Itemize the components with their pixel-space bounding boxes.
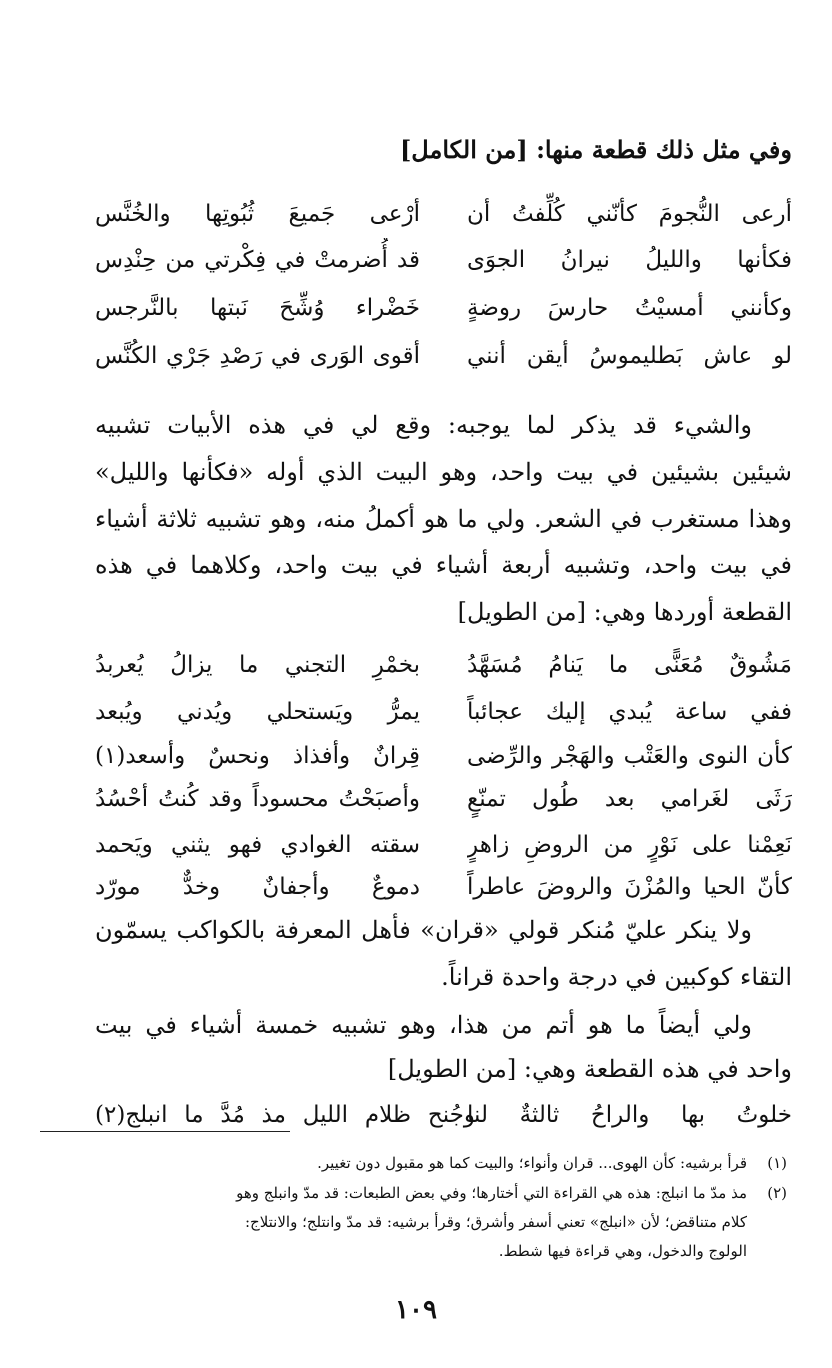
- verse-left-hemistich: وجُنح ظلام الليل مذ مُدَّ ما انبلج(٢): [95, 1102, 475, 1128]
- paragraph-line: ولي أيضاً ما هو أتم من هذا، وهو تشبيه خمسة أشياء في بيت: [95, 1011, 752, 1039]
- footnote-line: الولوج والدخول، وهي قراءة فيها شطط.: [498, 1242, 747, 1260]
- verse-right-hemistich: فكأنها والليلُ نيرانُ الجوَى: [467, 247, 792, 273]
- verse-line: [95, 865, 792, 909]
- paragraph-line: وهذا مستغرب في الشعر. ولي ما هو أكملُ منه، وهو تشبيه ثلاثة أشياء: [95, 505, 792, 533]
- page-number: ١٠٩: [395, 1295, 437, 1325]
- footnote-number: (٢): [767, 1184, 787, 1202]
- footnote-line: [95, 1180, 787, 1207]
- verse-line: [95, 286, 792, 330]
- verse-line: [95, 777, 792, 821]
- verse-left-hemistich: دموعٌ وأجفانٌ وخدٌّ مورّد: [95, 874, 420, 900]
- verse-right-hemistich: ففي ساعة يُبدي إليك عجائباً: [467, 699, 792, 725]
- verse-left-hemistich: يمرُّ ويَستحلي ويُدني ويُبعد: [95, 699, 420, 725]
- footnote-number: (١): [767, 1154, 787, 1172]
- footnote-line: كلام متناقض؛ لأن «انبلج» تعني أسفر وأشرق؛ وقرأ برشيه: قد مدّ وانتلج؛ والانتلاج:: [244, 1213, 747, 1231]
- verse-right-hemistich: أرعى النُّجومَ كأنّني كُلِّفتُ أن: [467, 201, 792, 227]
- verse-line: [95, 238, 792, 282]
- verse-line: [95, 334, 792, 378]
- intro-line: وفي مثل ذلك قطعة منها: [من الكامل]: [399, 135, 792, 164]
- verse-left-hemistich: بخمْرِ التجني ما يزالُ يُعربدُ: [95, 652, 420, 678]
- verse-line: [95, 734, 792, 778]
- paragraph-line: والشيء قد يذكر لما يوجبه: وقع لي في هذه الأبيات تشبيه: [95, 411, 752, 439]
- verse-left-hemistich: أقوى الوَرى في رَصْدِ جَرْي الكُنَّس: [95, 343, 420, 369]
- verse-right-hemistich: وكأنني أمسيْتُ حارسَ روضةٍ: [467, 295, 792, 321]
- paragraph-line: القطعة أوردها وهي: [من الطويل]: [457, 598, 792, 626]
- footnote-line: [95, 1150, 787, 1177]
- footnote-text: قرأ برشيه: كأن الهوى... قران وأنواء؛ والبيت كما هو مقبول دون تغيير.: [317, 1154, 747, 1172]
- verse-right-hemistich: لو عاش بَطليموسُ أيقن أنني: [467, 343, 792, 369]
- verse-left-hemistich: قِرانٌ وأفذاذ ونحسٌ وأسعد(١): [95, 743, 420, 769]
- verse-left-hemistich: وأصبَحْتُ محسوداً وقد كُنتُ أحْسُدُ: [95, 786, 420, 812]
- verse-right-hemistich: مَشُوقٌ مُعَنًّى ما يَنامُ مُسَهَّدُ: [467, 652, 792, 678]
- verse-right-hemistich: كأنّ الحيا والمُزْنَ والروضَ عاطراً: [467, 874, 792, 900]
- verse-right-hemistich: نَعِمْنا على نَوْرٍ من الروضِ زاهرٍ: [467, 832, 792, 858]
- footnote-text: مذ مدّ ما انبلج: هذه هي القراءة التي أختارها؛ وفي بعض الطبعات: قد مدّ وانبلج وهو: [236, 1184, 747, 1202]
- verse-left-hemistich: أرْعى جَميعَ ثُبُوتِها والخُنَّس: [95, 201, 420, 227]
- paragraph-line: شيئين بشيئين في بيت واحد، وهو البيت الذي أوله «فكأنها والليل»: [95, 458, 792, 486]
- verse-right-hemistich: خلوتُ بها والراحُ ثالثةٌ لنا: [467, 1102, 792, 1128]
- verse-left-hemistich: خَضْراء وُشِّحَ نَبتها بالنَّرجس: [95, 295, 420, 321]
- verse-line: [95, 192, 792, 236]
- paragraph-line: التقاء كوكبين في درجة واحدة قراناً.: [441, 963, 792, 991]
- verse-left-hemistich: سقته الغوادي فهو يثني ويَحمد: [95, 832, 420, 858]
- verse-right-hemistich: كأن النوى والعَتْب والهَجْر والرِّضى: [467, 743, 792, 769]
- verse-line: [95, 823, 792, 867]
- verse-left-hemistich: قد أُضرمتْ في فِكْرتي من حِنْدِس: [95, 247, 420, 273]
- paragraph-line: ولا ينكر عليّ مُنكر قولي «قران» فأهل المعرفة بالكواكب يسمّون: [95, 916, 752, 944]
- paragraph-line: واحد في هذه القطعة وهي: [من الطويل]: [387, 1055, 792, 1083]
- footnote-divider: [40, 1131, 290, 1132]
- verse-right-hemistich: رَثَى لغَرامي بعد طُول تمنّعٍ: [467, 786, 792, 812]
- paragraph-line: في بيت واحد، وتشبيه أربعة أشياء في بيت واحد، وكلاهما في هذه: [95, 551, 792, 579]
- verse-line: [95, 690, 792, 734]
- verse-line: [95, 643, 792, 687]
